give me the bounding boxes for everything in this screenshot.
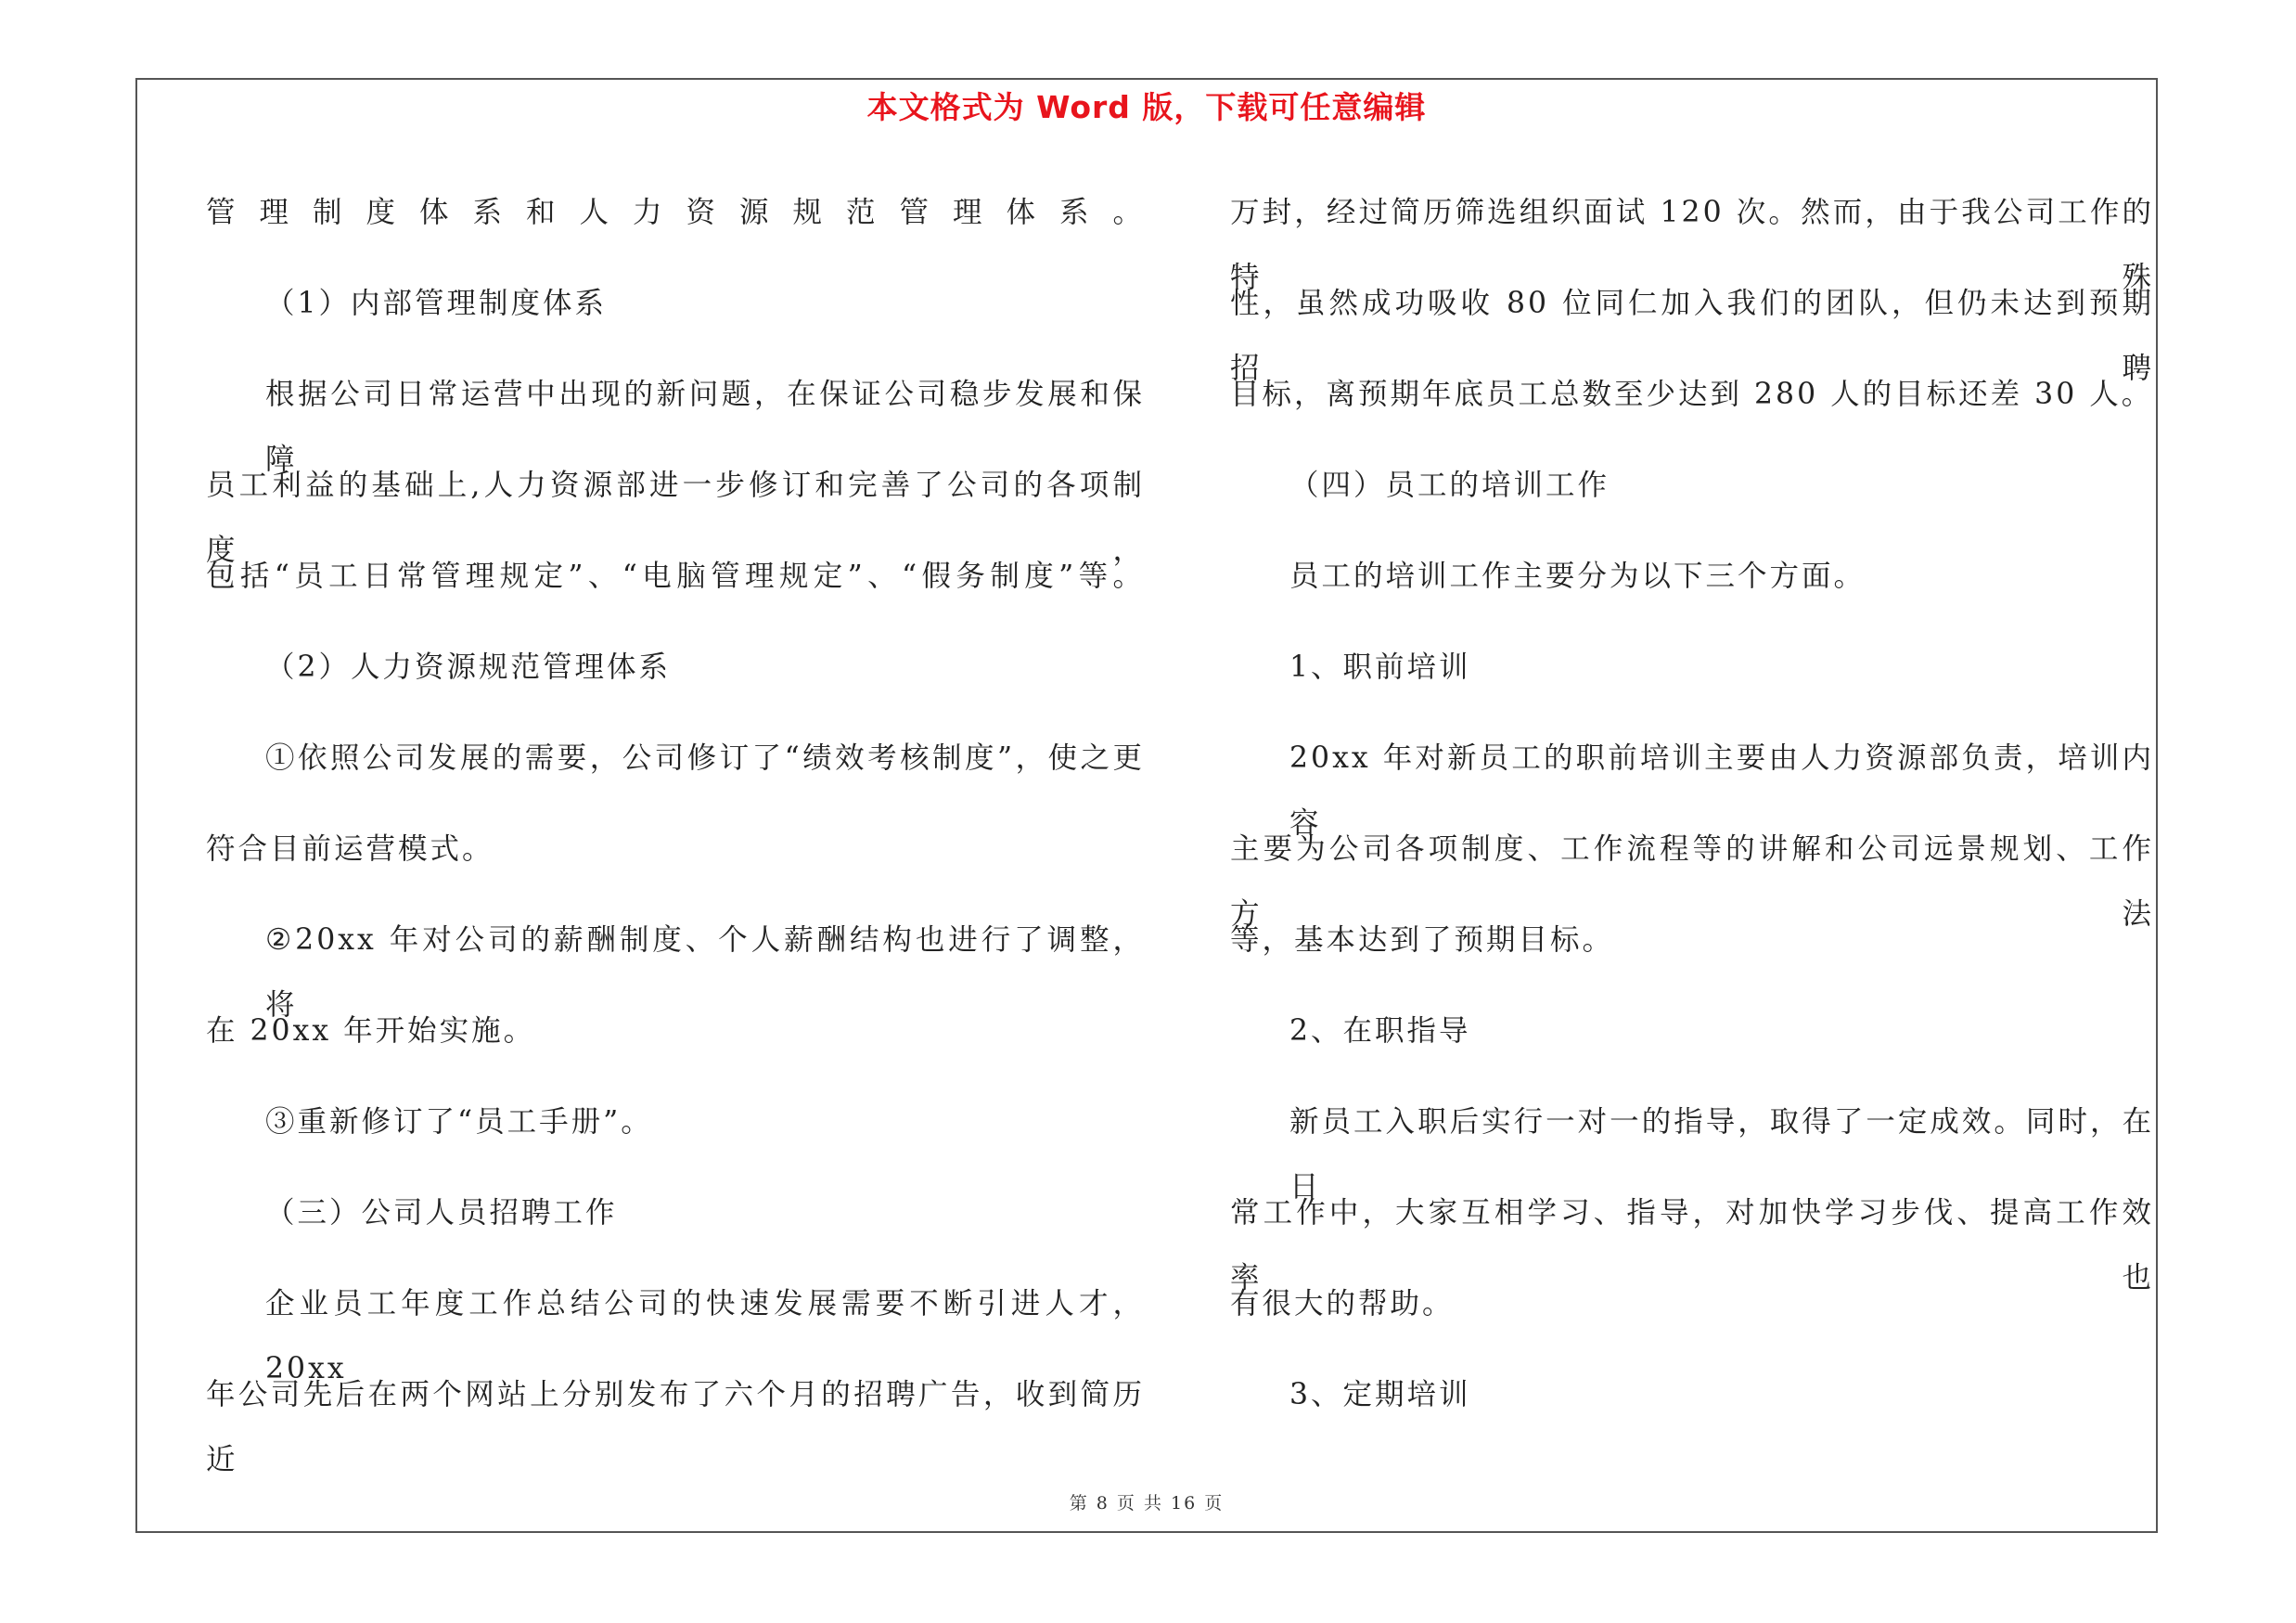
paragraph-line: 常工作中，大家互相学习、指导，对加快学习步伐、提高工作效率也 — [1230, 1196, 2154, 1295]
paragraph-line: 等，基本达到了预期目标。 — [1230, 923, 1615, 957]
paragraph-line: ③重新修订了“员工手册”。 — [265, 1105, 653, 1139]
paragraph-line: 企业员工年度工作总结公司的快速发展需要不断引进人才，20xx — [265, 1287, 1145, 1385]
paragraph-line: 性，虽然成功吸收 80 位同仁加入我们的团队，但仍未达到预期招聘 — [1230, 287, 2154, 385]
paragraph-line: 目标，离预期年底员工总数至少达到 280 人的目标还差 30 人。 — [1230, 378, 2154, 411]
paragraph-line: 主要为公司各项制度、工作流程等的讲解和公司远景规划、工作方法 — [1230, 832, 2154, 931]
section-heading: （2）人力资源规范管理体系 — [265, 650, 672, 684]
paragraph-line: 在 20xx 年开始实施。 — [206, 1014, 536, 1048]
paragraph-line: 管理制度体系和人力资源规范管理体系。 — [206, 196, 1145, 229]
paragraph-line: 新员工入职后实行一对一的指导，取得了一定成效。同时，在日 — [1289, 1105, 2154, 1204]
paragraph-line: 万封，经过简历筛选组织面试 120 次。然而，由于我公司工作的特殊 — [1230, 196, 2154, 294]
section-heading: （1）内部管理制度体系 — [265, 287, 608, 320]
section-heading: （三）公司人员招聘工作 — [265, 1196, 618, 1230]
section-heading: 2、在职指导 — [1289, 1014, 1471, 1048]
section-heading: 1、职前培训 — [1289, 650, 1471, 684]
paragraph-line: 符合目前运营模式。 — [206, 832, 494, 866]
paragraph-line: 有很大的帮助。 — [1230, 1287, 1455, 1320]
paragraph-line: 员工的培训工作主要分为以下三个方面。 — [1289, 560, 1866, 593]
paragraph-line: 年公司先后在两个网站上分别发布了六个月的招聘广告，收到简历近 — [206, 1378, 1145, 1476]
paragraph-line: 根据公司日常运营中出现的新问题，在保证公司稳步发展和保障 — [265, 378, 1145, 476]
section-heading: （四）员工的培训工作 — [1289, 469, 1610, 502]
right-column — [1230, 180, 2154, 1453]
section-heading: 3、定期培训 — [1289, 1378, 1471, 1411]
paragraph-line: 包括“员工日常管理规定”、“电脑管理规定”、“假务制度”等。 — [206, 560, 1145, 593]
paragraph-line: ②20xx 年对公司的薪酬制度、个人薪酬结构也进行了调整，将 — [265, 923, 1145, 1022]
paragraph-line: 员工利益的基础上,人力资源部进一步修订和完善了公司的各项制度， — [206, 469, 1145, 567]
left-column — [206, 180, 1145, 1476]
page-number: 第 8 页 共 16 页 — [1069, 1493, 1225, 1514]
document-header: 本文格式为 Word 版，下载可任意编辑 — [866, 89, 1427, 125]
paragraph-line: ①依照公司发展的需要，公司修订了“绩效考核制度”，使之更 — [265, 741, 1145, 775]
paragraph-line: 20xx 年对新员工的职前培训主要由人力资源部负责，培训内容 — [1289, 741, 2154, 840]
